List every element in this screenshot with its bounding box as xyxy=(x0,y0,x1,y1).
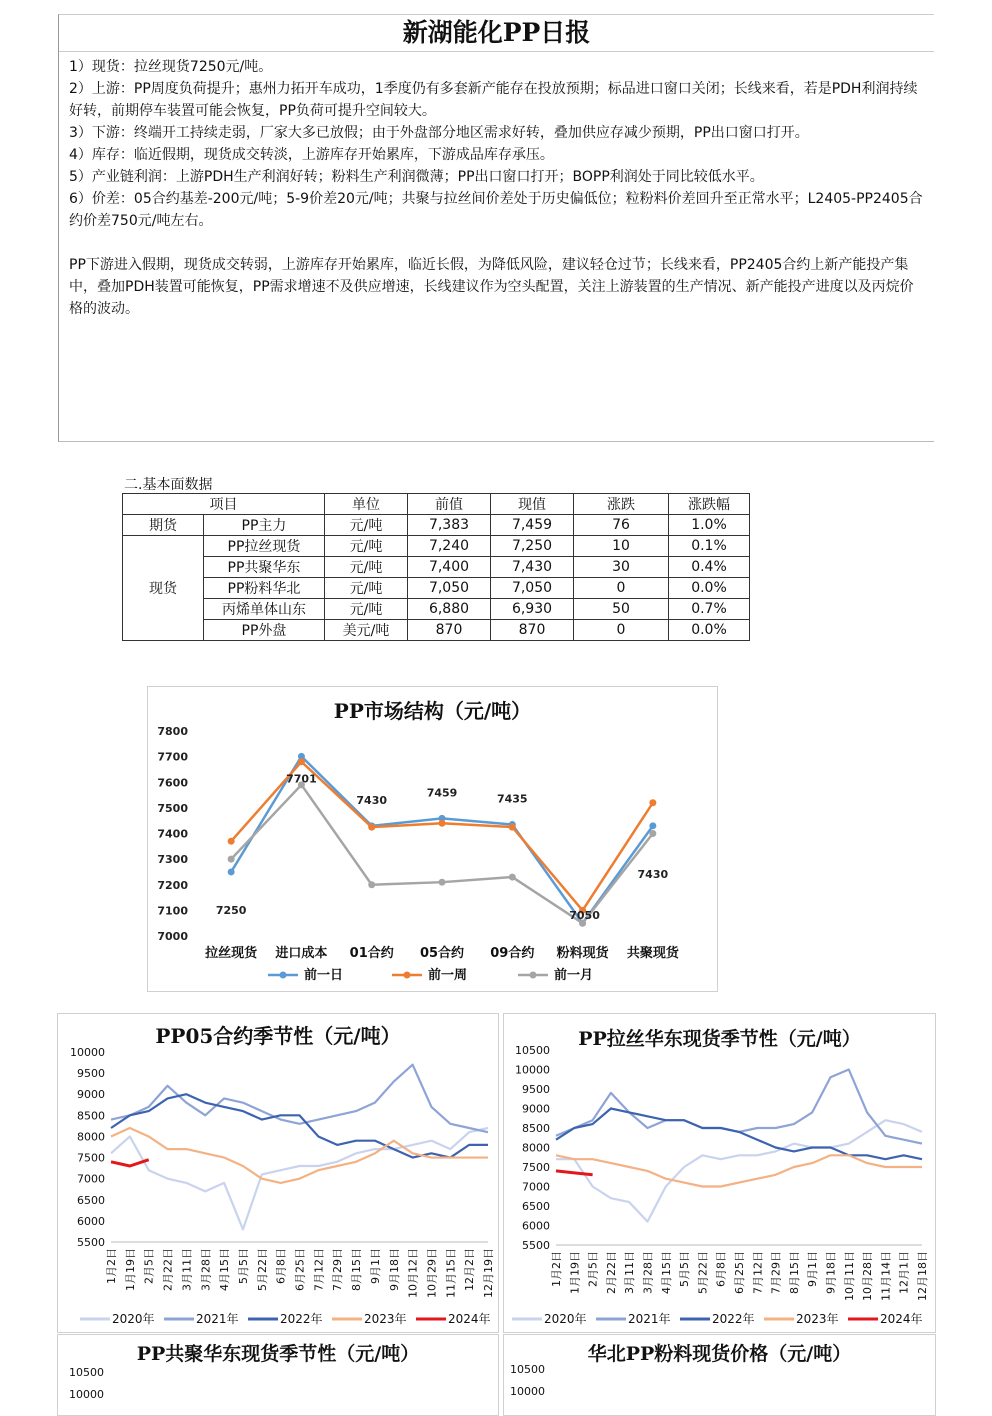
market-structure-chart xyxy=(147,686,718,992)
chart-title: 华北PP粉料现货价格（元/吨） xyxy=(587,1343,852,1365)
data-point xyxy=(649,830,656,837)
legend-label: 前一日 xyxy=(304,968,344,983)
series-line xyxy=(111,1128,488,1183)
x-tick-label: 10月29日 xyxy=(425,1248,439,1298)
chart-title: PP市场结构（元/吨） xyxy=(333,699,532,723)
series-line xyxy=(556,1155,922,1186)
x-tick-label: 8月15日 xyxy=(787,1251,801,1294)
x-tick-label: 3月11日 xyxy=(623,1251,637,1294)
prev-cell: 6,880 xyxy=(408,599,491,620)
series-line xyxy=(556,1120,922,1221)
x-tick-label: 9月18日 xyxy=(387,1248,401,1291)
x-tick-label: 9月1日 xyxy=(368,1248,382,1284)
chg-cell: 30 xyxy=(574,557,669,578)
x-tick-label: 12月18日 xyxy=(916,1251,929,1301)
y-tick-label: 7200 xyxy=(157,878,188,892)
legend-label: 2023年 xyxy=(364,1312,407,1326)
report-summary: PP下游进入假期，现货成交转弱，上游库存开始累库，临近长假，为降低风险，建议轻仓过节；长线来看，PP2405合约上新产能投产集中，叠加PDH装置可能恢复，PP需求增速不及供应增速，长线建议作为空头配置，关注上游装置的生产情况、新产能投产进度以及丙烷价格的波动。 xyxy=(69,257,914,317)
item-cell: PP拉丝现货 xyxy=(204,536,325,557)
pct-cell: 0.7% xyxy=(669,599,750,620)
chg-cell: 0 xyxy=(574,620,669,641)
report-line: 4）库存：临近假期，现货成交转淡，上游库存开始累库，下游成品库存承压。 xyxy=(69,147,554,163)
y-tick-label: 9000 xyxy=(522,1102,550,1116)
prev-cell: 7,400 xyxy=(408,557,491,578)
chg-cell: 50 xyxy=(574,599,669,620)
table-header-row xyxy=(123,494,750,515)
x-tick-label: 6月25日 xyxy=(293,1248,307,1291)
y-tick-label: 6000 xyxy=(522,1219,550,1233)
col-header: 涨跌幅 xyxy=(669,494,750,515)
y-tick-label: 7500 xyxy=(522,1161,550,1174)
fundamentals-table xyxy=(122,493,750,641)
y-tick-label: 8000 xyxy=(522,1141,550,1155)
legend-label: 2020年 xyxy=(544,1312,587,1326)
y-tick-label: 8500 xyxy=(77,1109,105,1123)
x-tick-label: 5月22日 xyxy=(255,1248,269,1291)
group-cell: 现货 xyxy=(123,536,204,641)
report-line: 2）上游：PP周度负荷提升；惠州力拓开车成功，1季度仍有多套新产能存在投放预期；标品进口窗口关闭；长线来看，若是PDH利润持续好转，前期停车装置可能会恢复，PP负荷可提升空间较大。 xyxy=(69,81,918,119)
legend-label: 2022年 xyxy=(712,1312,755,1326)
curr-cell: 870 xyxy=(491,620,574,641)
y-tick-label: 7000 xyxy=(157,930,188,943)
x-tick-label: 1月19日 xyxy=(123,1248,137,1291)
market-structure-svg xyxy=(148,687,717,991)
legend-label: 2023年 xyxy=(796,1312,839,1326)
x-tick-label: 2月5日 xyxy=(142,1248,156,1284)
data-point xyxy=(228,868,235,875)
pp-raffia-seasonal-chart xyxy=(503,1013,936,1333)
prev-cell: 7,240 xyxy=(408,536,491,557)
table-row xyxy=(123,515,750,536)
y-tick-label: 7300 xyxy=(157,853,188,867)
pct-cell: 0.0% xyxy=(669,578,750,599)
legend-label: 2021年 xyxy=(196,1312,239,1326)
curr-cell: 7,459 xyxy=(491,515,574,536)
data-point xyxy=(298,758,305,765)
prev-cell: 7,050 xyxy=(408,578,491,599)
x-tick-label: 拉丝现货 xyxy=(205,946,258,961)
data-point xyxy=(509,874,516,881)
chart-title: PP共聚华东现货季节性（元/吨） xyxy=(136,1343,420,1365)
y-tick-label: 10500 xyxy=(515,1044,550,1057)
x-tick-label: 11月14日 xyxy=(879,1251,893,1301)
unit-cell: 元/吨 xyxy=(325,515,408,536)
y-tick-label: 10500 xyxy=(510,1363,545,1376)
pp-raffia-seasonal-svg xyxy=(504,1014,935,1332)
x-tick-label: 12月2日 xyxy=(463,1248,477,1291)
legend-label: 2024年 xyxy=(880,1312,923,1326)
item-cell: PP粉料华北 xyxy=(204,578,325,599)
y-tick-label: 7700 xyxy=(157,750,188,764)
unit-cell: 元/吨 xyxy=(325,536,408,557)
x-tick-label: 05合约 xyxy=(419,946,465,961)
series-line xyxy=(231,785,653,923)
legend-label: 2024年 xyxy=(448,1312,491,1326)
series-line xyxy=(556,1171,593,1175)
y-tick-label: 8500 xyxy=(522,1122,550,1135)
y-tick-label: 9500 xyxy=(77,1067,105,1081)
y-tick-label: 7000 xyxy=(522,1180,550,1194)
x-tick-label: 3月28日 xyxy=(641,1251,655,1294)
pp-copolymer-seasonal-chart xyxy=(57,1334,499,1416)
data-label: 7050 xyxy=(569,909,600,923)
data-point xyxy=(439,820,446,827)
data-label: 7701 xyxy=(286,772,317,786)
x-tick-label: 2月22日 xyxy=(604,1251,618,1294)
legend-label: 前一周 xyxy=(428,968,468,983)
report-line: 5）产业链利润：上游PDH生产利润好转；粉料生产利润微薄；PP出口窗口打开；BOPP利润处于同比较低水平。 xyxy=(69,169,764,185)
data-label: 7430 xyxy=(356,793,388,807)
y-tick-label: 7400 xyxy=(157,827,188,841)
y-tick-label: 10000 xyxy=(69,1388,104,1401)
chg-cell: 0 xyxy=(574,578,669,599)
x-tick-label: 10月11日 xyxy=(842,1251,856,1301)
data-point xyxy=(439,879,446,886)
x-tick-label: 11月15日 xyxy=(444,1248,458,1298)
prev-cell: 870 xyxy=(408,620,491,641)
legend-label: 2020年 xyxy=(112,1312,155,1326)
table-row xyxy=(123,536,750,557)
x-tick-label: 12月1日 xyxy=(897,1251,911,1294)
curr-cell: 7,250 xyxy=(491,536,574,557)
chg-cell: 76 xyxy=(574,515,669,536)
prev-cell: 7,383 xyxy=(408,515,491,536)
x-tick-label: 5月22日 xyxy=(696,1251,710,1294)
pp05-seasonal-chart xyxy=(57,1013,499,1333)
legend-label: 前一月 xyxy=(554,968,594,983)
x-tick-label: 09合约 xyxy=(490,946,535,961)
x-tick-label: 共聚现货 xyxy=(626,946,679,961)
y-tick-label: 6000 xyxy=(77,1214,105,1228)
legend-marker xyxy=(530,972,537,979)
data-point xyxy=(649,822,656,829)
x-tick-label: 4月15日 xyxy=(218,1248,232,1291)
item-cell: PP主力 xyxy=(204,515,325,536)
data-label: 7459 xyxy=(426,786,458,800)
data-point xyxy=(368,824,375,831)
x-tick-label: 3月11日 xyxy=(180,1248,194,1291)
series-line xyxy=(556,1109,922,1160)
y-tick-label: 7500 xyxy=(157,801,188,815)
table-row xyxy=(123,578,750,599)
legend-label: 2022年 xyxy=(280,1312,323,1326)
y-tick-label: 7000 xyxy=(77,1172,105,1186)
y-tick-label: 6500 xyxy=(77,1193,105,1207)
x-tick-label: 1月2日 xyxy=(550,1251,563,1287)
curr-cell: 6,930 xyxy=(491,599,574,620)
table-row xyxy=(123,620,750,641)
table-row xyxy=(123,557,750,578)
data-point xyxy=(228,856,235,863)
table-row xyxy=(123,599,750,620)
legend-marker xyxy=(280,972,287,979)
unit-cell: 元/吨 xyxy=(325,599,408,620)
y-tick-label: 7800 xyxy=(157,725,188,738)
y-tick-label: 7500 xyxy=(77,1151,105,1165)
col-header: 单位 xyxy=(325,494,408,515)
col-header: 前值 xyxy=(408,494,491,515)
pct-cell: 0.1% xyxy=(669,536,750,557)
chart-title: PP拉丝华东现货季节性（元/吨） xyxy=(578,1028,861,1050)
data-label: 7250 xyxy=(215,903,247,917)
pct-cell: 0.0% xyxy=(669,620,750,641)
x-tick-label: 8月15日 xyxy=(350,1248,364,1291)
x-tick-label: 5月5日 xyxy=(678,1251,692,1287)
x-tick-label: 进口成本 xyxy=(275,946,328,961)
x-tick-label: 10月12日 xyxy=(406,1248,420,1298)
unit-cell: 元/吨 xyxy=(325,557,408,578)
fundamentals-title: 二.基本面数据 xyxy=(124,477,213,493)
report-panel xyxy=(58,14,934,442)
y-tick-label: 7600 xyxy=(157,776,188,790)
col-header: 项目 xyxy=(123,494,325,515)
y-tick-label: 5500 xyxy=(522,1239,550,1252)
x-tick-label: 10月28日 xyxy=(861,1251,875,1301)
legend-marker xyxy=(404,972,411,979)
report-line: 1）现货：拉丝现货7250元/吨。 xyxy=(69,59,273,75)
unit-cell: 美元/吨 xyxy=(325,620,408,641)
report-line: 6）价差：05合约基差-200元/吨；5-9价差20元/吨；共聚与拉丝间价差处于历史偏低位；粒粉料价差回升至正常水平；L2405-PP2405合约价差750元/吨左右。 xyxy=(69,191,923,229)
report-line: 3）下游：终端开工持续走弱，厂家大多已放假；由于外盘部分地区需求好转，叠加供应存减少预期，PP出口窗口打开。 xyxy=(69,125,809,141)
x-tick-label: 6月8日 xyxy=(714,1251,728,1287)
data-point xyxy=(649,799,656,806)
x-tick-label: 7月12日 xyxy=(312,1248,326,1291)
y-tick-label: 7100 xyxy=(157,904,188,918)
data-label: 7430 xyxy=(637,867,669,881)
x-tick-label: 粉料现货 xyxy=(556,946,609,961)
y-tick-label: 10500 xyxy=(69,1366,104,1379)
item-cell: PP共聚华东 xyxy=(204,557,325,578)
x-tick-label: 4月15日 xyxy=(659,1251,673,1294)
x-tick-label: 12月19日 xyxy=(482,1248,495,1298)
item-cell: 丙烯单体山东 xyxy=(204,599,325,620)
y-tick-label: 9000 xyxy=(77,1088,105,1102)
group-cell: 期货 xyxy=(123,515,204,536)
pct-cell: 0.4% xyxy=(669,557,750,578)
chg-cell: 10 xyxy=(574,536,669,557)
y-tick-label: 10000 xyxy=(70,1046,105,1059)
x-tick-label: 7月29日 xyxy=(331,1248,345,1291)
data-label: 7435 xyxy=(496,792,528,806)
pct-cell: 1.0% xyxy=(669,515,750,536)
curr-cell: 7,050 xyxy=(491,578,574,599)
y-tick-label: 10000 xyxy=(515,1063,550,1077)
y-tick-label: 6500 xyxy=(522,1200,550,1213)
x-tick-label: 9月1日 xyxy=(806,1251,820,1287)
report-body xyxy=(59,52,934,320)
chart-title: PP05合约季节性（元/吨） xyxy=(155,1024,401,1048)
pp-powder-price-chart xyxy=(503,1334,936,1416)
x-tick-label: 7月29日 xyxy=(769,1251,783,1294)
report-title: 新湖能化PP日报 xyxy=(59,15,934,52)
x-tick-label: 3月28日 xyxy=(199,1248,213,1291)
y-tick-label: 8000 xyxy=(77,1130,105,1144)
item-cell: PP外盘 xyxy=(204,620,325,641)
unit-cell: 元/吨 xyxy=(325,578,408,599)
col-header: 现值 xyxy=(491,494,574,515)
x-tick-label: 5月5日 xyxy=(236,1248,250,1284)
x-tick-label: 9月18日 xyxy=(824,1251,838,1294)
x-tick-label: 7月12日 xyxy=(751,1251,765,1294)
x-tick-label: 2月5日 xyxy=(586,1251,600,1287)
series-line xyxy=(111,1160,149,1166)
data-point xyxy=(509,824,516,831)
x-tick-label: 6月25日 xyxy=(733,1251,746,1294)
x-tick-label: 6月8日 xyxy=(274,1248,288,1284)
x-tick-label: 2月22日 xyxy=(161,1248,175,1291)
pp05-seasonal-svg xyxy=(58,1014,498,1332)
pp-copolymer-seasonal-svg xyxy=(58,1335,498,1415)
data-point xyxy=(368,881,375,888)
curr-cell: 7,430 xyxy=(491,557,574,578)
y-tick-label: 10000 xyxy=(510,1385,545,1398)
y-tick-label: 5500 xyxy=(77,1236,105,1249)
y-tick-label: 9500 xyxy=(522,1083,550,1096)
x-tick-label: 1月19日 xyxy=(568,1251,582,1294)
x-tick-label: 01合约 xyxy=(349,946,394,961)
data-point xyxy=(228,838,235,845)
legend-label: 2021年 xyxy=(628,1312,671,1326)
x-tick-label: 1月2日 xyxy=(105,1248,118,1284)
col-header: 涨跌 xyxy=(574,494,669,515)
pp-powder-price-svg xyxy=(504,1335,935,1415)
